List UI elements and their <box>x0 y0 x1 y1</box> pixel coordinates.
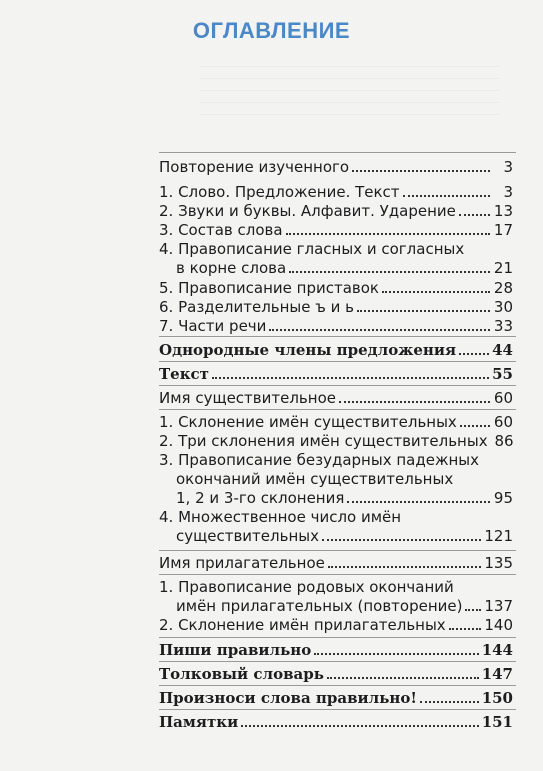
toc-entry[interactable] <box>159 240 513 259</box>
toc-page-number: 33 <box>493 317 513 335</box>
toc-entry[interactable] <box>159 578 513 597</box>
dot-leader <box>322 527 481 541</box>
toc-page-number: 60 <box>493 413 513 431</box>
section-separator <box>159 385 516 386</box>
toc-page-number: 121 <box>484 527 513 545</box>
toc-entry-label: имён прилагательных (повторение) <box>176 597 463 615</box>
dot-leader <box>328 554 481 568</box>
bleed-through-texture <box>200 55 500 115</box>
dot-leader <box>449 616 482 630</box>
section-separator <box>159 637 516 638</box>
dot-leader <box>352 158 490 172</box>
toc-page-number: 21 <box>493 259 513 277</box>
toc-page-number: 151 <box>481 713 513 731</box>
dot-leader <box>241 713 478 727</box>
section-separator <box>159 409 516 410</box>
toc-entry[interactable] <box>159 713 513 732</box>
toc-entry-label: в корне слова <box>176 259 287 277</box>
toc-entry[interactable] <box>159 554 513 573</box>
toc-entry[interactable] <box>159 665 513 684</box>
toc-page-number: 30 <box>493 298 513 316</box>
toc-entry-label: 2. Звуки и буквы. Алфавит. Ударение <box>159 202 456 220</box>
toc-entry-label: Повторение изученного <box>159 158 350 176</box>
section-separator <box>159 550 516 551</box>
toc-entry-label: Имя существительное <box>159 389 336 407</box>
dot-leader <box>459 341 489 355</box>
toc-page-number: 13 <box>493 202 513 220</box>
toc-entry[interactable] <box>159 183 513 202</box>
toc-entry-label: Толковый словарь <box>159 665 324 683</box>
section-separator <box>159 661 516 662</box>
toc-entry-label: Произноси слова правильно! <box>159 689 417 707</box>
dot-leader <box>403 183 490 197</box>
toc-entry[interactable] <box>159 221 513 240</box>
dot-leader <box>382 279 490 293</box>
dot-leader <box>347 489 490 503</box>
toc-page-number: 150 <box>481 689 513 707</box>
toc-entry[interactable] <box>159 451 513 470</box>
toc-page-number: 86 <box>494 432 514 450</box>
dot-leader <box>314 641 478 655</box>
dot-leader <box>459 202 490 216</box>
toc-entry-label: 4. Множественное число имён <box>159 508 402 526</box>
toc-page-number: 95 <box>493 489 513 507</box>
toc-entry-continuation[interactable] <box>176 489 513 508</box>
dot-leader <box>289 259 490 273</box>
toc-entry-label: 1. Слово. Предложение. Текст <box>159 183 400 201</box>
dot-leader <box>339 389 490 403</box>
toc-entry-label: 3. Состав слова <box>159 221 283 239</box>
toc-entry-label: Однородные члены предложения <box>159 341 457 359</box>
toc-page-number: 135 <box>484 554 513 572</box>
toc-entry[interactable] <box>159 365 513 384</box>
toc-entry-label: Памятки <box>159 713 239 731</box>
toc-entry-label: 4. Правописание гласных и согласных <box>159 240 465 258</box>
toc-page-number: 44 <box>492 341 513 359</box>
toc-entry-label: существительных <box>176 527 319 545</box>
toc-entry[interactable] <box>159 616 513 635</box>
toc-page-number: 3 <box>503 158 513 176</box>
section-separator <box>159 709 516 710</box>
toc-entry-label: 1, 2 и 3-го склонения <box>176 489 345 507</box>
toc-entry-label: Пиши правильно <box>159 641 312 659</box>
toc-entry[interactable] <box>159 413 513 432</box>
dot-leader <box>327 665 479 679</box>
toc-entry[interactable] <box>159 341 513 360</box>
toc-entry[interactable] <box>159 298 513 317</box>
toc-entry[interactable] <box>159 432 513 451</box>
toc-page-number: 144 <box>481 641 513 659</box>
toc-entry-continuation[interactable] <box>176 597 513 616</box>
dot-leader <box>465 597 481 611</box>
toc-entry-label: 2. Три склонения имён существительных <box>159 432 488 450</box>
toc-entry[interactable] <box>159 641 513 660</box>
toc-entry[interactable] <box>159 279 513 298</box>
toc-entry-label: 7. Части речи <box>159 317 267 335</box>
toc-entry[interactable] <box>159 317 513 336</box>
toc-entry-continuation: окончаний имён существительных <box>176 470 454 488</box>
toc-page-number: 17 <box>493 221 513 239</box>
toc-page-number: 137 <box>484 597 513 615</box>
section-separator <box>159 574 516 575</box>
dot-leader <box>286 221 490 235</box>
toc-page-number: 55 <box>492 365 513 383</box>
toc-entry[interactable] <box>159 158 513 177</box>
toc-entry[interactable] <box>159 389 513 408</box>
toc-entry[interactable] <box>159 689 513 708</box>
toc-page-number: 140 <box>484 616 513 634</box>
toc-page-number: 147 <box>481 665 513 683</box>
toc-entry-continuation[interactable] <box>176 527 513 546</box>
toc-entry-label: 5. Правописание приставок <box>159 279 379 297</box>
section-separator <box>159 152 516 153</box>
section-separator <box>159 336 516 337</box>
dot-leader <box>420 689 479 703</box>
toc-entry-label: 6. Разделительные ъ и ь <box>159 298 354 316</box>
toc-page-number: 3 <box>503 183 513 201</box>
dot-leader <box>269 317 490 331</box>
toc-entry-label: Текст <box>159 365 209 383</box>
section-separator <box>159 685 516 686</box>
toc-entry-label: 1. Правописание родовых окончаний <box>159 578 454 596</box>
toc-entry-label: 2. Склонение имён прилагательных <box>159 616 446 634</box>
section-separator <box>159 361 516 362</box>
toc-entry[interactable] <box>159 508 513 527</box>
toc-entry-label: 1. Склонение имён существительных <box>159 413 457 431</box>
toc-page-number: 28 <box>493 279 513 297</box>
page-title: ОГЛАВЛЕНИЕ <box>192 18 351 43</box>
toc-page-number: 60 <box>493 389 513 407</box>
toc-entry-label: Имя прилагательное <box>159 554 325 572</box>
toc-entry-continuation[interactable] <box>176 259 513 278</box>
dot-leader <box>357 298 490 312</box>
toc-entry-label: 3. Правописание безударных падежных <box>159 451 479 469</box>
dot-leader <box>212 365 489 379</box>
toc-entry[interactable] <box>159 202 513 221</box>
dot-leader <box>460 413 490 427</box>
